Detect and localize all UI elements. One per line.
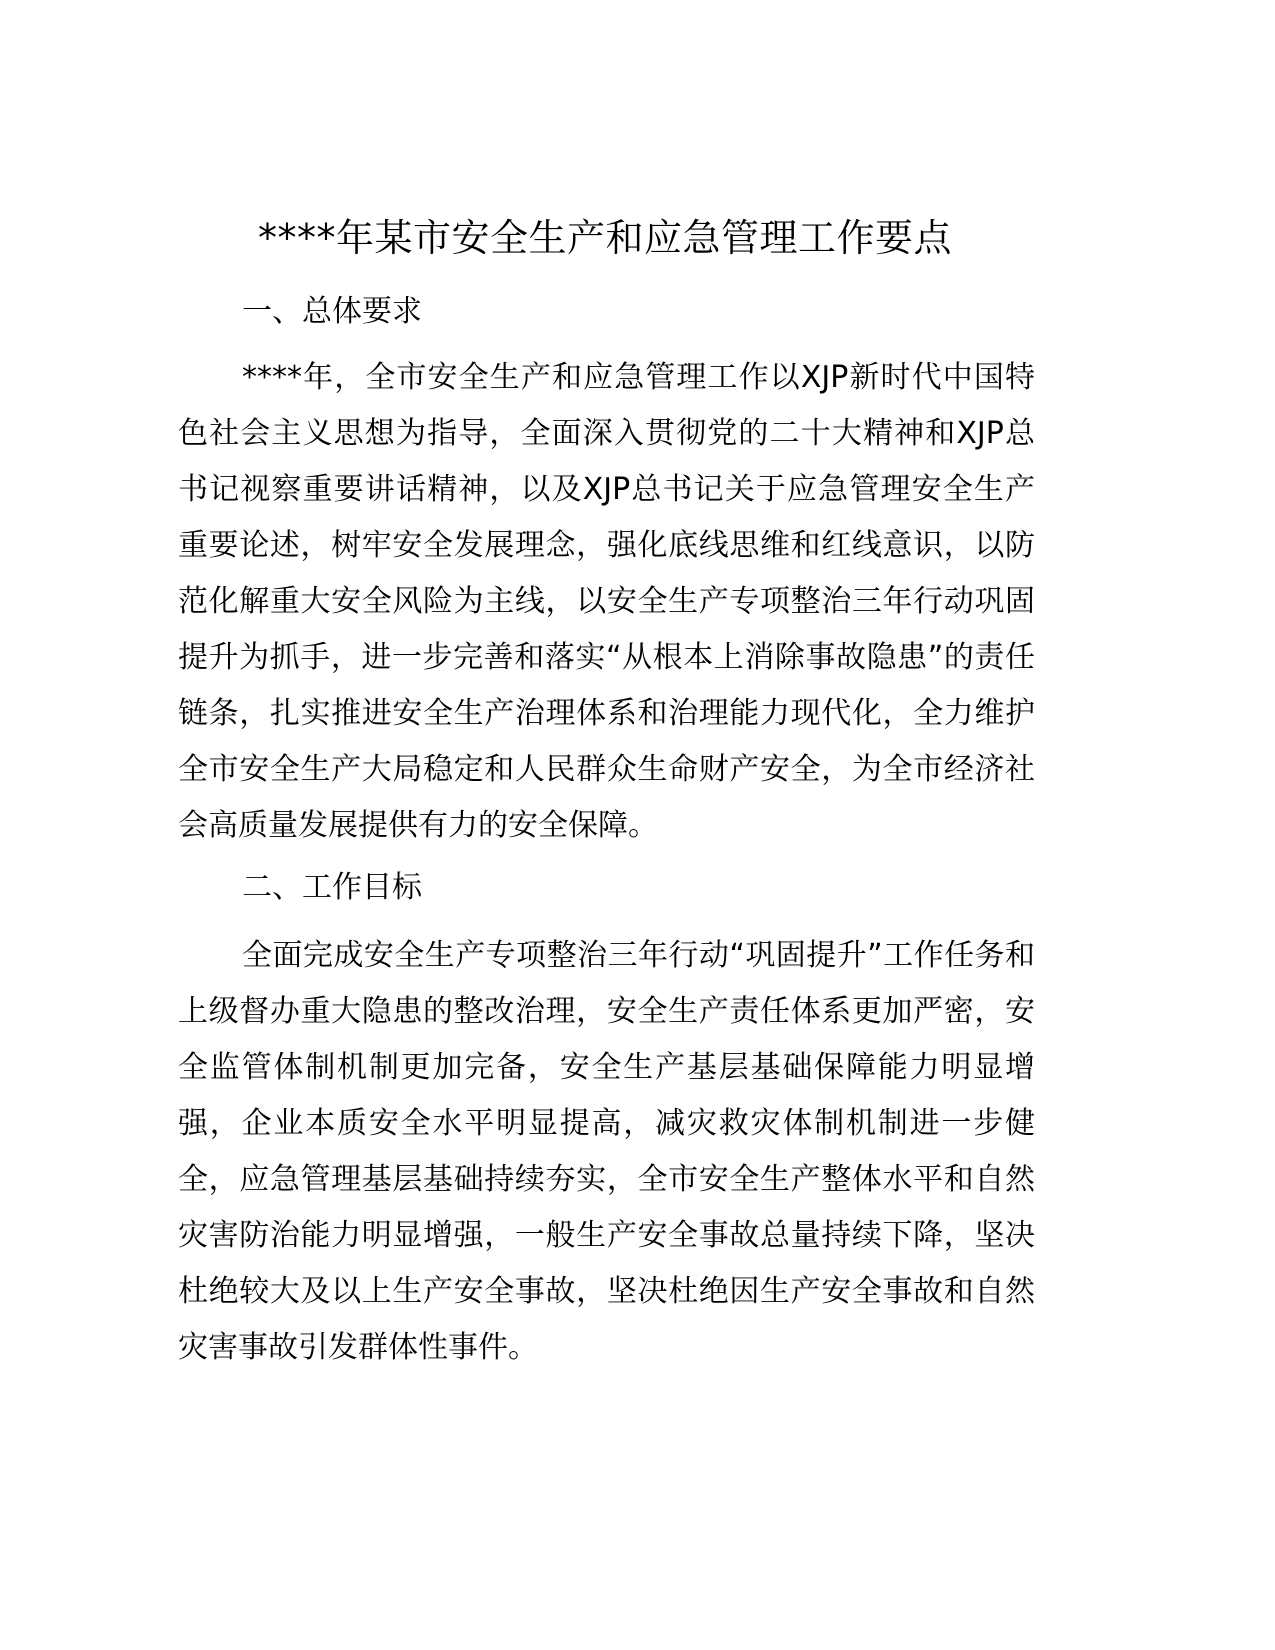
document-title: ****年某市安全生产和应急管理工作要点 — [257, 216, 952, 260]
section-paragraph-work-goals: 全面完成安全生产专项整治三年行动“巩固提升”工作任务和上级督办重大隐患的整改治理，安全生产责任体系更加严密，安全监管体制机制更加完备，安全生产基层基础保障能力明显增强，企业本质安全水平明显提高，减灾救灾体制机制进一步健全，应急管理基层基础持续夯实，全市安全生产整体水平和自然灾害防治能力明显增强，一般生产安全事故总量持续下降，坚决杜绝较大及以上生产安全事故，坚决杜绝因生产安全事故和自然灾害事故引发群体性事件。 — [178, 938, 1035, 1365]
section-paragraph-general-requirements: ****年，全市安全生产和应急管理工作以XJP新时代中国特色社会主义思想为指导，全面深入贯彻党的二十大精神和XJP总书记视察重要讲话精神，以及XJP总书记关于应急管理安全生产重要论述，树牢安全发展理念，强化底线思维和红线意识，以防范化解重大安全风险为主线，以安全生产专项整治三年行动巩固提升为抓手，进一步完善和落实“从根本上消除事故隐患”的责任链条，扎实推进安全生产治理体系和治理能力现代化，全力维护全市安全生产大局稳定和人民群众生命财产安全，为全市经济社会高质量发展提供有力的安全保障。 — [178, 360, 1035, 843]
section-heading-work-goals: 二、工作目标 — [242, 870, 422, 905]
section-heading-general-requirements: 一、总体要求 — [242, 294, 422, 329]
